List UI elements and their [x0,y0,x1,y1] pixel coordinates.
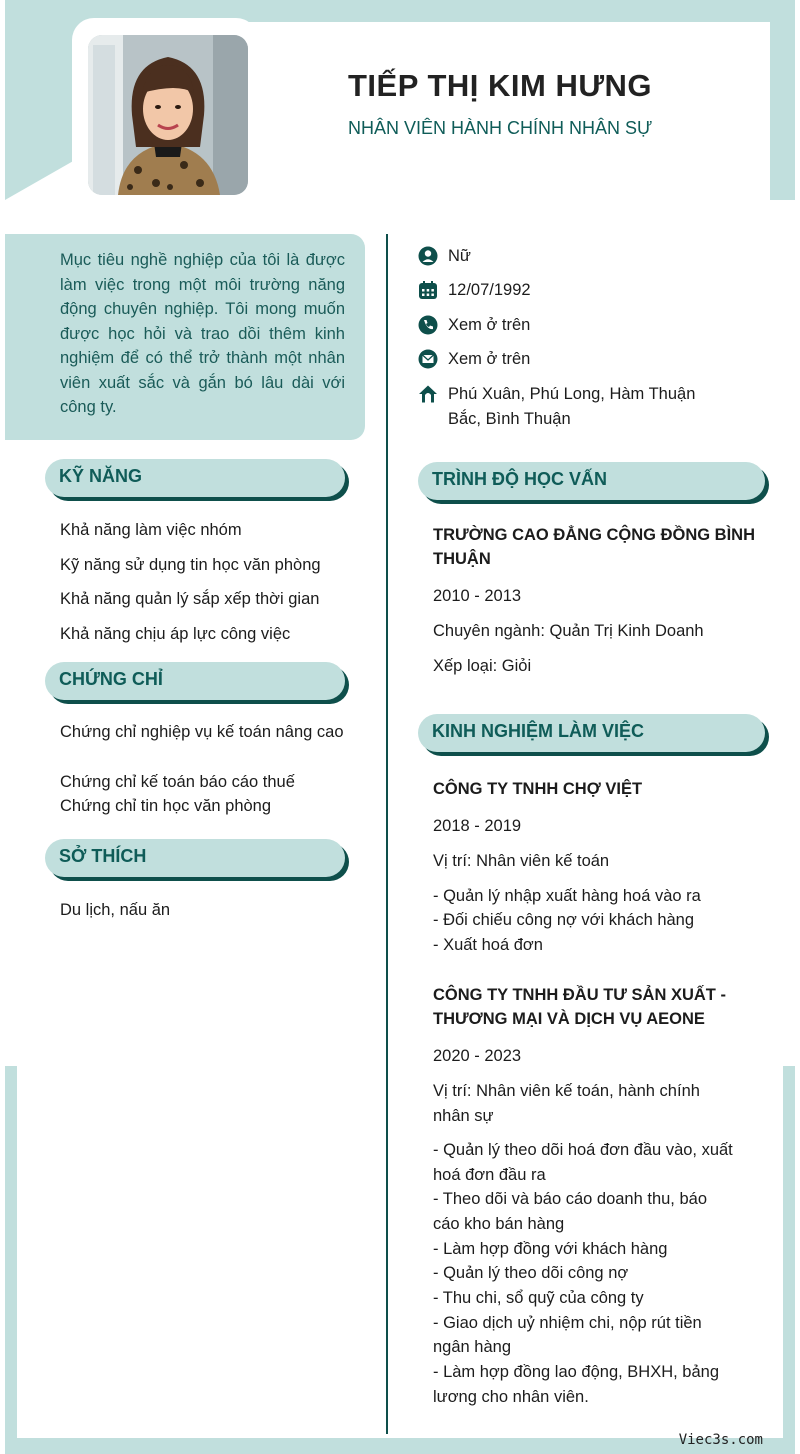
certificate-item: Chứng chỉ tin học văn phòng [60,797,272,815]
column-divider [386,234,388,1434]
frame-left-bar [5,1066,17,1454]
candidate-role: NHÂN VIÊN HÀNH CHÍNH NHÂN SỰ [348,118,653,138]
certificate-item: Chứng chỉ kế toán báo cáo thuế [60,773,295,791]
school-name-line-1: TRƯỜNG CAO ĐẲNG CỘNG ĐỒNG BÌNH [433,526,756,544]
email-icon [418,349,438,369]
gender-value: Nữ [448,247,471,265]
section-certificates-heading: CHỨNG CHỈ [45,662,345,700]
job2-years: 2020 - 2023 [433,1047,522,1065]
school-name-line-2: THUẬN [433,550,491,568]
address-line-2: Bắc, Bình Thuận [448,409,571,428]
education-major: Chuyên ngành: Quản Trị Kinh Doanh [433,622,704,640]
job2-company-line-1: CÔNG TY TNHH ĐẦU TƯ SẢN XUẤT - [433,986,726,1004]
job1-years: 2018 - 2019 [433,817,522,835]
hobbies-text: Du lịch, nấu ăn [60,901,171,919]
person-icon [418,246,438,266]
section-hobbies-heading: SỞ THÍCH [45,839,345,877]
avatar-illustration [88,35,248,195]
job2-duty: - Theo dõi và báo cáo doanh thu, báo [433,1190,707,1208]
header-corner-cut [5,160,75,200]
job2-duty: - Làm hợp đồng lao động, BHXH, bảng [433,1363,720,1381]
candidate-name: TIẾP THỊ KIM HƯNG [348,68,653,103]
frame-right-bar [783,1066,795,1454]
job1-company: CÔNG TY TNHH CHỢ VIỆT [433,780,643,798]
skill-item: Khả năng chịu áp lực công việc [60,625,291,643]
section-education-heading: TRÌNH ĐỘ HỌC VẤN [418,462,765,500]
address-line-1: Phú Xuân, Phú Long, Hàm Thuận [448,385,696,403]
job1-position: Vị trí: Nhân viên kế toán [433,852,610,870]
job2-duty: hoá đơn đầu ra [433,1166,546,1184]
job2-duty: - Làm hợp đồng với khách hàng [433,1240,668,1258]
job2-position-line-1: Vị trí: Nhân viên kế toán, hành chính [433,1082,700,1100]
contact-email [418,347,530,372]
job2-duty: lương cho nhân viên. [433,1388,589,1406]
job1-duty: - Đối chiếu công nợ với khách hàng [433,911,695,929]
phone-value: Xem ở trên [448,316,531,334]
job2-position-line-2: nhân sự [433,1107,494,1125]
education-grade: Xếp loại: Giỏi [433,657,532,675]
job2-duty: - Giao dịch uỷ nhiệm chi, nộp rút tiền [433,1314,702,1332]
job1-duty: - Xuất hoá đơn [433,936,543,954]
job2-duty: - Thu chi, sổ quỹ của công ty [433,1289,644,1307]
header-inner-panel [238,22,770,200]
calendar-icon [418,280,438,300]
job2-duty: - Quản lý theo dõi hoá đơn đầu vào, xuất [433,1141,733,1159]
section-skills-heading: KỸ NĂNG [45,459,345,497]
skill-item: Khả năng làm việc nhóm [60,521,242,539]
certificate-item: Chứng chỉ nghiệp vụ kế toán nâng cao [60,723,344,741]
avatar-photo [88,35,248,195]
home-icon [418,384,438,404]
job2-duty: ngân hàng [433,1338,511,1356]
skill-item: Khả năng quản lý sắp xếp thời gian [60,590,320,608]
job1-duty: - Quản lý nhập xuất hàng hoá vào ra [433,887,701,905]
job2-duty: cáo kho bán hàng [433,1215,565,1233]
job2-company-line-2: THƯƠNG MẠI VÀ DỊCH VỤ AEONE [433,1010,705,1028]
career-objective: Mục tiêu nghề nghiệp của tôi là được làm việc trong một môi trường năng động chuyên nghiệp. Tôi mong muốn được học hỏi và trao dồi thêm kinh nghiệm để có thể trở thành một nhân viên xuất sắc và gắn bó lâu dài với công ty. [5,234,365,440]
contact-phone [418,313,530,338]
skill-item: Kỹ năng sử dụng tin học văn phòng [60,556,321,574]
birthday-value: 12/07/1992 [448,281,531,299]
contact-birthday [418,278,531,303]
watermark: Viec3s.com [678,1432,763,1448]
frame-bottom-bar [5,1438,795,1454]
contact-gender [418,244,471,269]
contact-address [418,382,695,431]
section-experience-heading: KINH NGHIỆM LÀM VIỆC [418,714,765,752]
phone-icon [418,315,438,335]
education-years: 2010 - 2013 [433,587,522,605]
email-value: Xem ở trên [448,350,531,368]
job2-duty: - Quản lý theo dõi công nợ [433,1264,629,1282]
